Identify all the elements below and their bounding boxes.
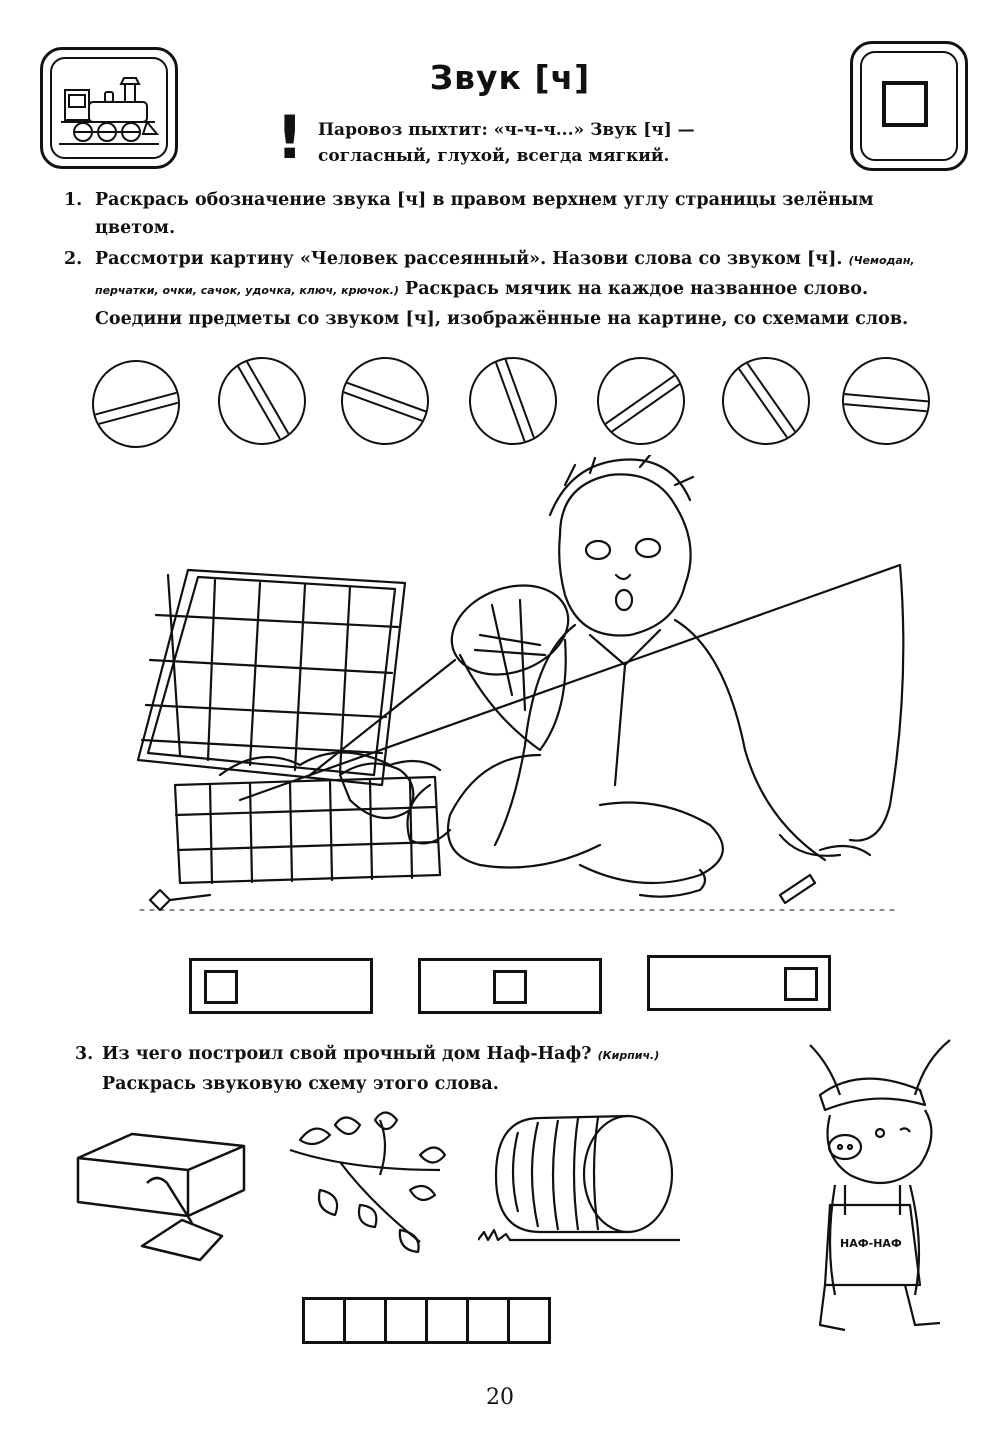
task-2-line-2: Раскрась мячик на каждое названное слово.	[405, 279, 869, 299]
task-2-hint-part-2: перчатки, очки, сачок, удочка, ключ, крючок.)	[95, 284, 399, 297]
task-2-line-3: Соедини предметы со звуком [ч], изображённые на картине, со схемами слов.	[95, 309, 909, 329]
task-3-hint: (Кирпич.)	[597, 1049, 660, 1062]
fishing-rod	[240, 565, 903, 841]
ball-4[interactable]	[469, 357, 557, 445]
task-1-line-1: Раскрась обозначение звука [ч] в правом верхнем углу страницы зелёным	[95, 190, 874, 210]
task-1-line-2: цветом.	[95, 218, 176, 238]
note-line-1: Паровоз пыхтит: «ч-ч-ч...» Звук [ч] —	[318, 120, 695, 140]
task-3-line-1: Из чего построил свой прочный дом Наф-Наф?	[102, 1044, 592, 1064]
word-scheme-2[interactable]	[418, 958, 602, 1014]
pig-overalls-text: НАФ-НАФ	[840, 1237, 902, 1250]
train-sound-icon-box	[40, 47, 178, 169]
sound-cell-3[interactable]	[387, 1300, 428, 1341]
task-2	[64, 245, 954, 333]
task-3-number: 3.	[75, 1044, 94, 1064]
task-3	[75, 1040, 775, 1098]
sound-cell-1[interactable]	[305, 1300, 346, 1341]
butterfly-net	[310, 570, 581, 775]
exclamation-mark: !	[276, 103, 304, 173]
absent-minded-man-illustration	[120, 455, 910, 925]
brick-word-sound-scheme[interactable]	[302, 1297, 551, 1344]
ball-1[interactable]	[92, 360, 180, 448]
sound-cell-2[interactable]	[346, 1300, 387, 1341]
ball-3[interactable]	[341, 357, 429, 445]
man-figure	[408, 455, 871, 883]
suitcase-lid	[138, 570, 405, 785]
ball-7[interactable]	[842, 357, 930, 445]
task-3-line-2: Раскрась звуковую схему этого слова.	[102, 1074, 499, 1094]
word-scheme-1[interactable]	[189, 958, 373, 1014]
page-title: Звук [ч]	[429, 58, 591, 97]
word-scheme-1-sound-cell[interactable]	[204, 970, 238, 1004]
brick-with-trowel-illustration	[72, 1128, 252, 1268]
sound-square-to-color[interactable]	[882, 81, 928, 127]
float	[780, 875, 815, 903]
sound-cell-5[interactable]	[469, 1300, 510, 1341]
task-1-number: 1.	[64, 190, 83, 210]
sound-cell-4[interactable]	[428, 1300, 469, 1341]
naf-naf-piglet-illustration	[800, 1035, 960, 1340]
task-1	[64, 186, 954, 242]
steam-locomotive-icon	[55, 60, 163, 156]
page-number: 20	[486, 1385, 514, 1410]
ball-5[interactable]	[597, 357, 685, 445]
word-scheme-2-sound-cell[interactable]	[493, 970, 527, 1004]
task-2-number: 2.	[64, 249, 83, 269]
branch-with-leaves-illustration	[280, 1110, 450, 1260]
ball-2[interactable]	[218, 357, 306, 445]
word-scheme-3-sound-cell[interactable]	[784, 967, 818, 1001]
sound-scheme-corner-box	[850, 41, 968, 171]
task-2-line-1: Рассмотри картину «Человек рассеянный». Назови слова со звуком [ч].	[95, 249, 843, 269]
suitcase-body	[175, 753, 440, 884]
word-scheme-3[interactable]	[647, 955, 831, 1011]
task-2-hint-part-1: (Чемодан,	[848, 254, 915, 267]
hay-bale-illustration	[478, 1112, 688, 1247]
sound-cell-6[interactable]	[510, 1300, 548, 1341]
note-line-2: согласный, глухой, всегда мягкий.	[318, 146, 670, 166]
ball-6[interactable]	[722, 357, 810, 445]
key	[150, 890, 210, 910]
